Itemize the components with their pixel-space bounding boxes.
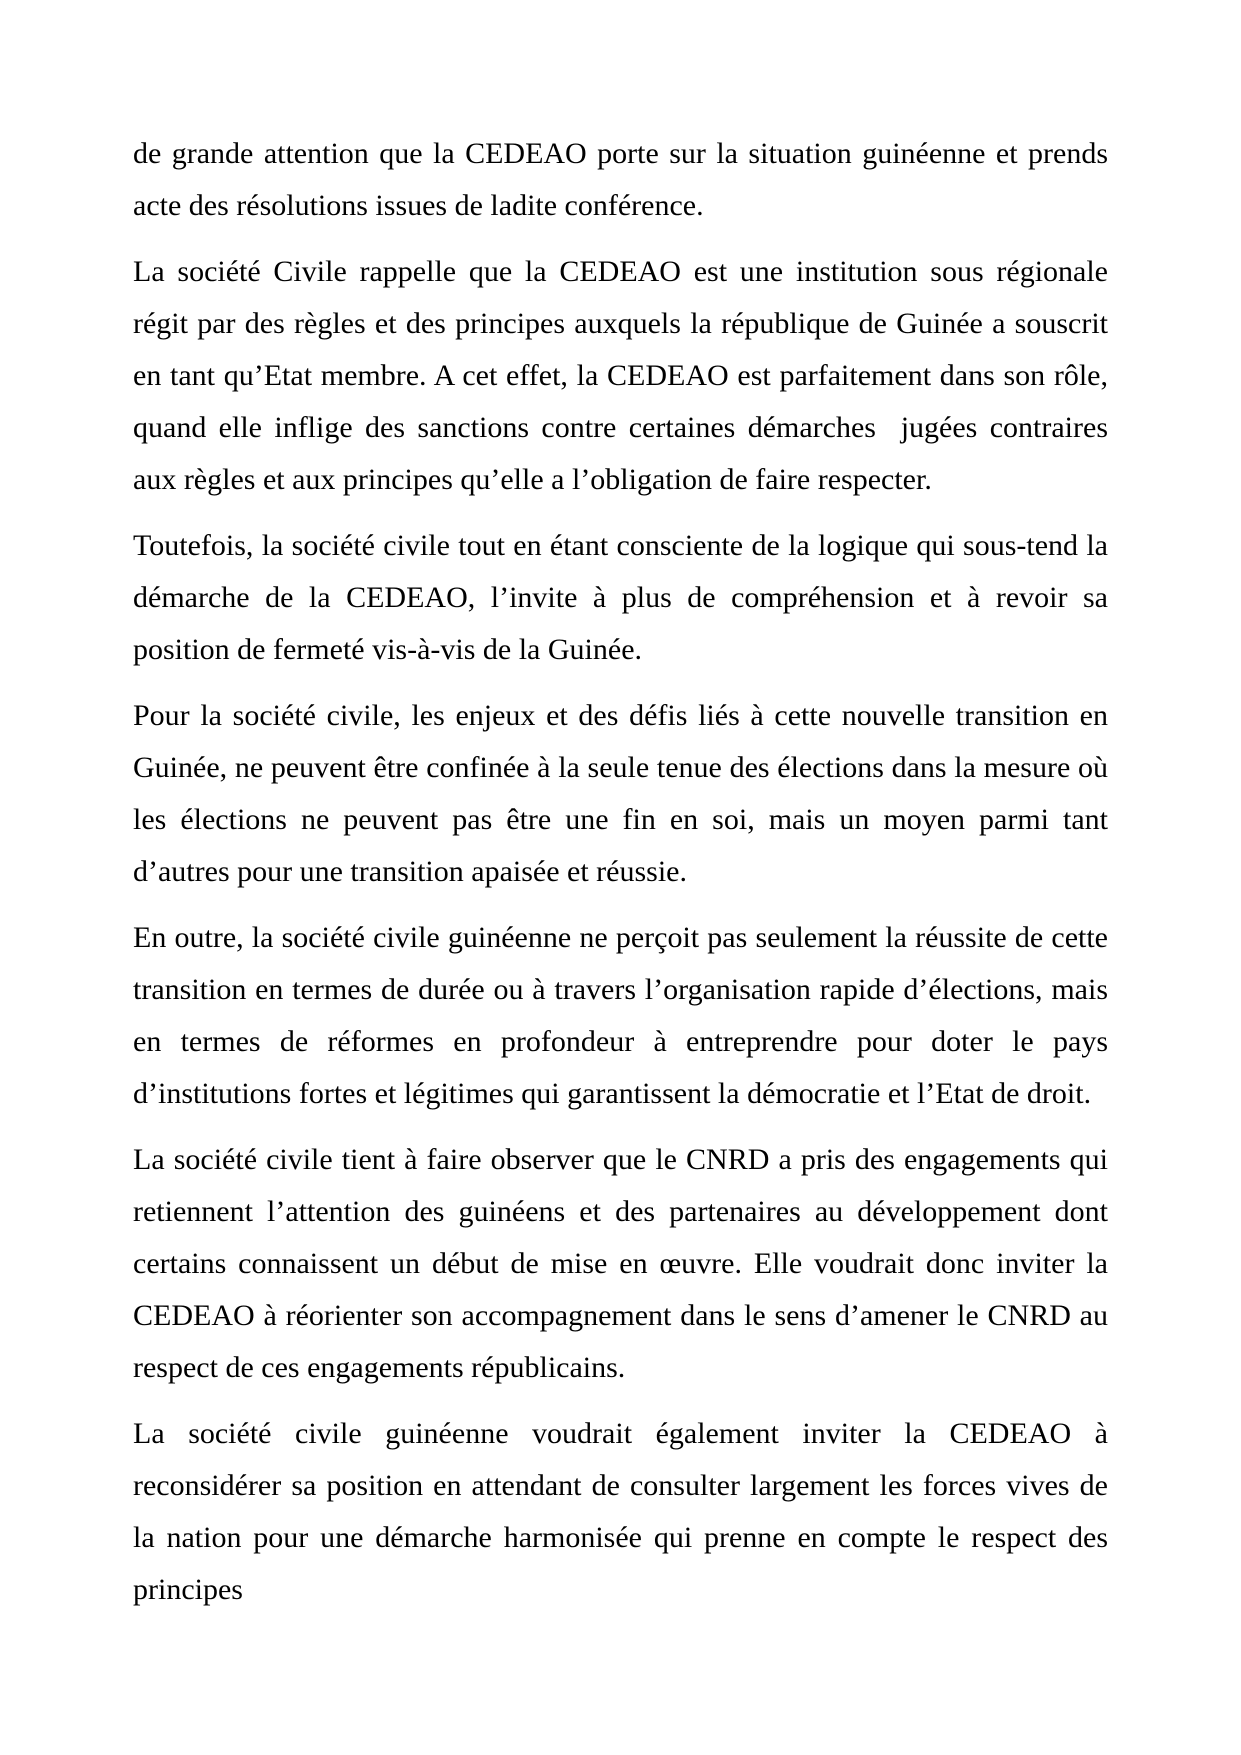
paragraph-3: Toutefois, la société civile tout en étant consciente de la logique qui sous-tend la démarche de la CEDEAO, l’invite à plus de compréhension et à revoir sa position de fermeté vis-à-vis de la Guinée. bbox=[133, 529, 1116, 666]
paragraph-7: La société civile guinéenne voudrait également inviter la CEDEAO à reconsidérer sa position en attendant de consulter largement les forces vives de la nation pour une démarche harmonisée qui prenne en compte le respect des principes bbox=[133, 1417, 1116, 1606]
paragraph-1: de grande attention que la CEDEAO porte sur la situation guinéenne et prends acte des résolutions issues de ladite conférence. bbox=[133, 137, 1116, 222]
paragraph-6: La société civile tient à faire observer que le CNRD a pris des engagements qui retiennent l’attention des guinéens et des partenaires au développement dont certains connaissent un début de mise en œuvre. Elle voudrait donc inviter la CEDEAO à réorienter son accompagnement dans le sens d’amener le CNRD au respect de ces engagements républicains. bbox=[133, 1143, 1116, 1384]
paragraph-2: La société Civile rappelle que la CEDEAO est une institution sous régionale régit par des règles et des principes auxquels la république de Guinée a souscrit en tant qu’Etat membre. A cet effet, la CEDEAO est parfaitement dans son rôle, quand elle inflige des sanctions contre certaines démarches jugées contraires aux règles et aux principes qu’elle a l’obligation de faire respecter. bbox=[133, 255, 1116, 496]
paragraph-5: En outre, la société civile guinéenne ne perçoit pas seulement la réussite de cette transition en termes de durée ou à travers l’organisation rapide d’élections, mais en termes de réformes en profondeur à entreprendre pour doter le pays d’institutions fortes et légitimes qui garantissent la démocratie et l’Etat de droit. bbox=[133, 921, 1116, 1110]
paragraph-4: Pour la société civile, les enjeux et des défis liés à cette nouvelle transition en Guinée, ne peuvent être confinée à la seule tenue des élections dans la mesure où les élections ne peuvent pas être une fin en soi, mais un moyen parmi tant d’autres pour une transition apaisée et réussie. bbox=[133, 699, 1116, 888]
